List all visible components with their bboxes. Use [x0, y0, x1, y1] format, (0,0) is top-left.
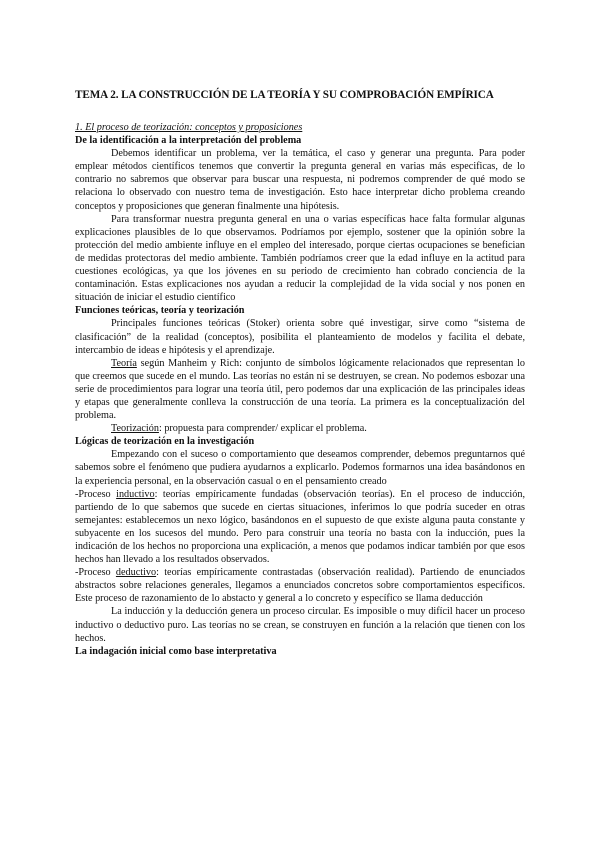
- paragraph-text: : teorías empíricamente contrastadas (observación realidad). Partiendo de enunciados abstractos sobre relaciones generales, llegamos a enunciados concretos sobre comportamientos específicos. Este proceso de razonamiento de lo abstacto y general a lo concreto y específico se llama deducción: [75, 567, 525, 605]
- section-heading-identificacion: De la identificación a la interpretación del problema: [75, 135, 302, 147]
- paragraph-prefix: -Proceso: [75, 488, 117, 500]
- paragraph-deductivo: [75, 566, 525, 605]
- section-heading-indagacion: La indagación inicial como base interpretativa: [75, 645, 277, 657]
- term-teoria: Teoría: [111, 357, 137, 369]
- paragraph: Principales funciones teóricas (Stoker) orienta sobre qué investigar, sirve como “sistema de clasificación” de la realidad (conceptos), posibilita el planteamiento de modelos y facilita el debate, intercambio de ideas e hipótesis y el aprendizaje.: [75, 318, 525, 356]
- document-body: [75, 121, 525, 658]
- paragraph-text: según Manheim y Rich: conjunto de símbolos lógicamente relacionados que representan lo que creemos que sucede en el mundo. Las teorías no están ni se destruyen, se crean. No podemos esbozar una serie de procedimientos para lograr una teoría útil, pero podemos dar una explicación de las principales ideas y etapas que generalmente conlleva la construcción de una teoría. La primera es la conceptualización del problema.: [75, 357, 525, 422]
- section-subtitle: 1. El proceso de teorización: conceptos y proposiciones: [75, 122, 303, 133]
- term-inductivo: inductivo: [116, 488, 155, 500]
- paragraph-teorizacion: [75, 422, 525, 435]
- paragraph-prefix: -Proceso: [75, 567, 116, 579]
- page-title: TEMA 2. LA CONSTRUCCIÓN DE LA TEORÍA Y SU COMPROBACIÓN EMPÍRICA: [75, 89, 494, 101]
- paragraph: Empezando con el suceso o comportamiento que deseamos comprender, debemos preguntarnos qué sabemos sobre el fenómeno que pudiera ayudarnos a explicarlo. Podemos formarnos una idea basándonos en la experiencia personal, en la observación casual o en el pensamiento creado: [75, 449, 525, 487]
- paragraph: Debemos identificar un problema, ver la temática, el caso y generar una pregunta. Para poder emplear métodos científicos tenemos que convertir la pregunta general en varias más especificas, de lo contrario no sabremos que observar para buscar una respuesta, ni podremos comprender de qué modo se relaciona lo observado con nuestro tema de investigación. Esto hace interpretar dicho problema creando conceptos y proposiciones que generan finalmente una hipótesis.: [75, 148, 525, 212]
- term-teorizacion: Teorización: [111, 423, 159, 435]
- paragraph-text: : propuesta para comprender/ explicar el problema.: [158, 423, 367, 435]
- paragraph: La inducción y la deducción genera un proceso circular. Es imposible o muy difícil hacer un proceso inductivo o deductivo puro. Las teorías no se crean, se construyen en función a la relación que tienen con los hechos.: [75, 606, 525, 644]
- section-heading-logicas: Lógicas de teorización en la investigación: [75, 436, 255, 448]
- paragraph-text: : teorías empíricamente fundadas (observación teorías). En el proceso de inducción, partiendo de lo que sabemos que sucede en ciertas situaciones, inferimos lo que podría suceder en otras semejantes: establecemos un nexo lógico, basándonos en el supuesto de que existe alguna pauta constante y subyacente en los sucesos del mundo. Pero para construir una teoría no basta con la inducción, pues la indicación de los hechos no proporciona una explicación, a menos que podamos indicar también por que esos hechos han llevado a los resultados observados.: [75, 488, 525, 566]
- paragraph-teoria: [75, 357, 525, 422]
- paragraph: Para transformar nuestra pregunta general en una o varias específicas hace falta formular algunas explicaciones plausibles de lo que observamos. Podríamos por ejemplo, sostener que la opinión sobre la protección del medio ambiente influye en el empleo del interesado, porque ciertas ocupaciones se benefician de medidas protectoras del medio ambiente. También podríamos creer que la edad influye en la actitud para cuestiones ecológicas, ya que los jóvenes en su periodo de crecimiento han cobrado conciencia de la contaminación. Estas explicaciones nos ayudan a reducir la complejidad de la vida social y nos ponen en situación de iniciar el estudio científico: [75, 213, 525, 304]
- section-heading-funciones: Funciones teóricas, teoría y teorización: [75, 305, 245, 317]
- term-deductivo: deductivo: [115, 567, 157, 579]
- paragraph-inductivo: [75, 488, 525, 567]
